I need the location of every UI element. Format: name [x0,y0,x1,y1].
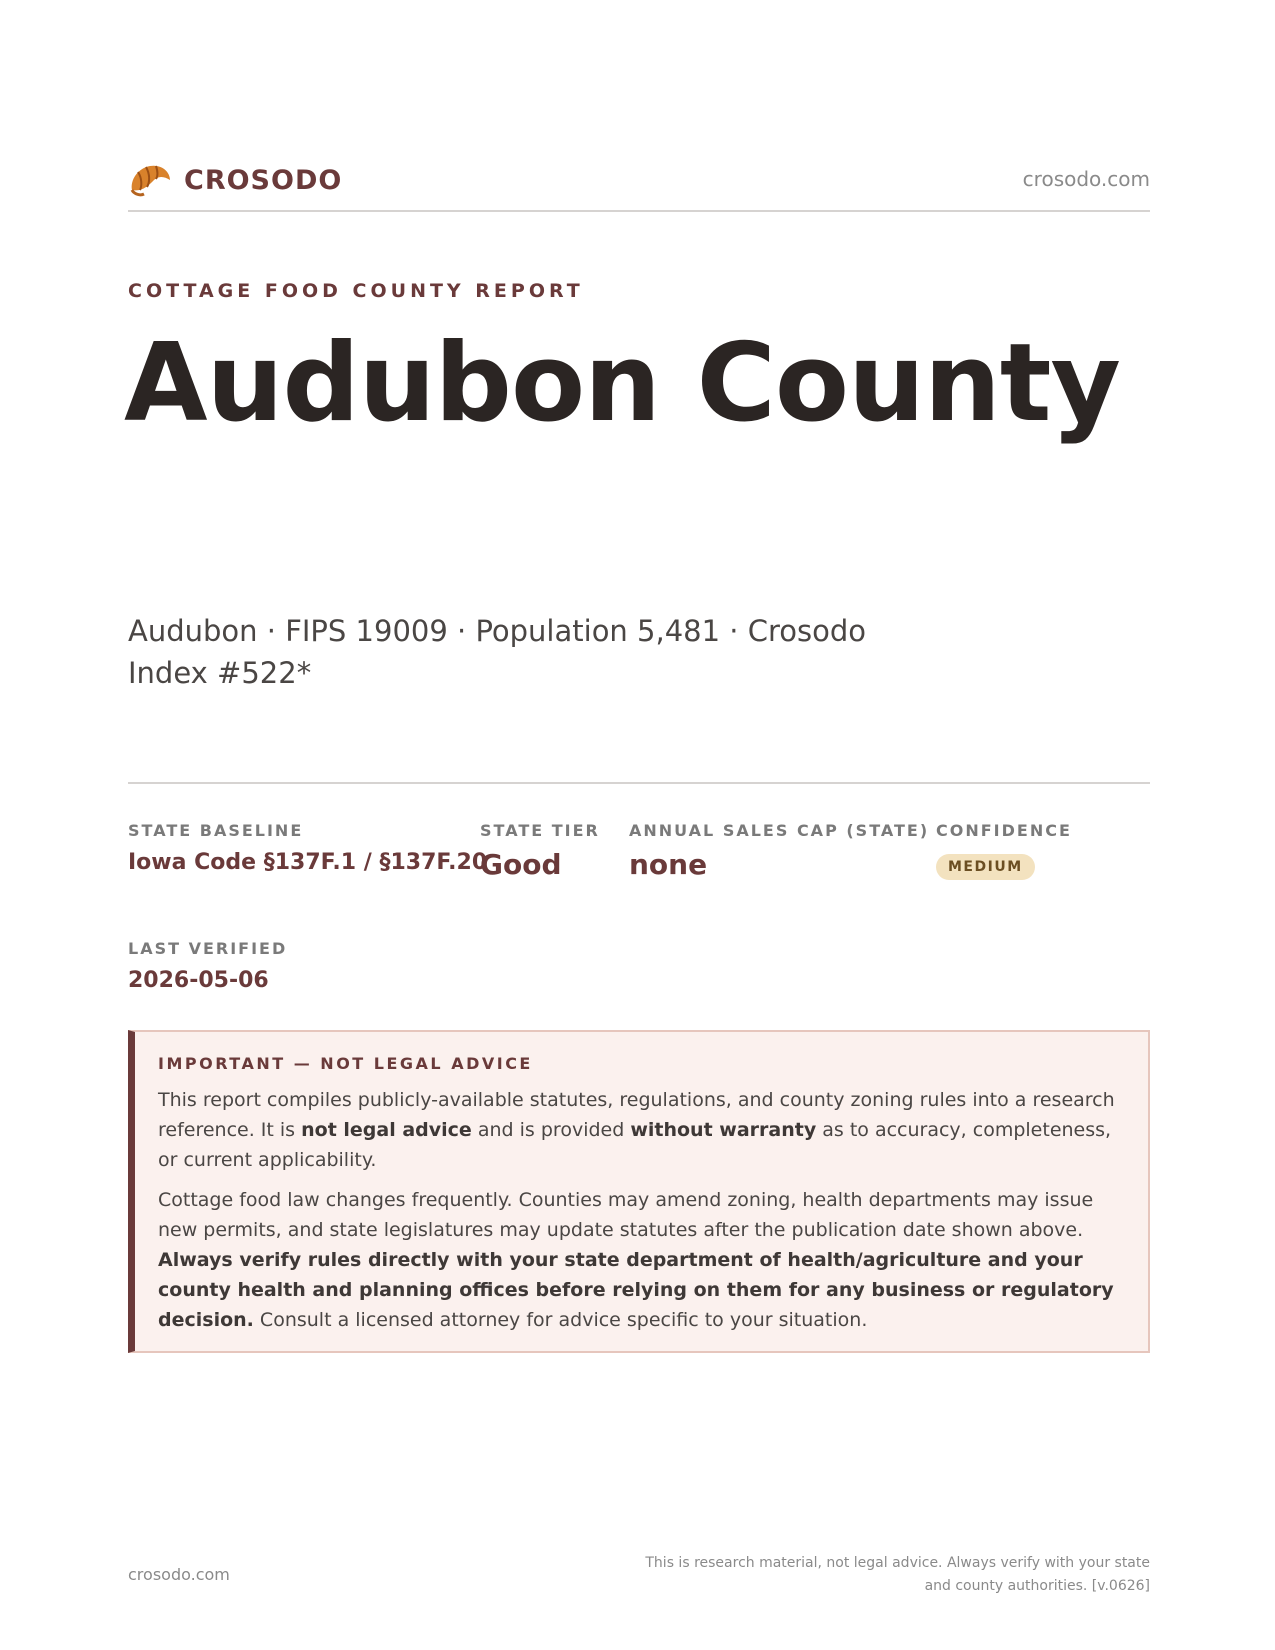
confidence-badge: MEDIUM [936,854,1035,880]
notice-text: Consult a licensed attorney for advice specific to your situation. [253,1309,868,1331]
state-tier [480,821,600,881]
county-summary: Audubon · FIPS 19009 · Population 5,481 · Crosodo Index #522* [128,614,866,690]
footer-disclaimer: This is research material, not legal advice. Always verify with your state and county authorities. [v.0626] [645,1555,1150,1594]
sales-cap-value: none [629,848,708,881]
brand[interactable] [128,160,342,200]
state-baseline [128,821,487,875]
notice-title: IMPORTANT — NOT LEGAL ADVICE [158,1054,533,1073]
page-title: Audubon County [124,321,1120,446]
confidence-label: CONFIDENCE [936,821,1072,840]
notice-text: Cottage food law changes frequently. Counties may amend zoning, health departments may issue new permits, and state legislatures may update statutes after the publication date shown above. [158,1189,1094,1241]
section-divider [128,782,1150,784]
report-kicker: COTTAGE FOOD COUNTY REPORT [128,280,584,302]
notice-text: This report compiles publicly-available statutes, regulations, and county zoning rules into a research reference. It is [158,1089,1115,1141]
sales-cap-label: ANNUAL SALES CAP (STATE) [629,821,930,840]
state-baseline-value: Iowa Code §137F.1 / §137F.20 [128,850,488,875]
last-verified-label: LAST VERIFIED [128,939,288,958]
notice-text: as to accuracy, completeness, or current applicability. [158,1119,1112,1171]
notice-paragraph-1 [158,1085,1124,1175]
legal-notice [128,1030,1150,1353]
last-verified-value: 2026-05-06 [128,968,269,993]
state-tier-value: Good [480,848,562,881]
brand-name: CROSODO [184,164,343,196]
notice-emphasis: Always verify rules directly with your state department of health/agriculture and your county health and planning offices before relying on them for any business or regulatory decision. [158,1249,1114,1331]
state-baseline-label: STATE BASELINE [128,821,304,840]
notice-emphasis: not legal advice [301,1119,472,1141]
site-link[interactable]: crosodo.com [1022,167,1150,191]
sales-cap [629,821,929,881]
notice-text: and is provided [471,1119,631,1141]
confidence [936,821,1072,880]
last-verified [128,939,287,993]
notice-paragraph-2 [158,1185,1124,1335]
croissant-icon [128,160,172,200]
header-divider [128,210,1150,212]
state-tier-label: STATE TIER [480,821,600,840]
footer-site[interactable]: crosodo.com [128,1565,230,1584]
notice-emphasis: without warranty [630,1119,817,1141]
